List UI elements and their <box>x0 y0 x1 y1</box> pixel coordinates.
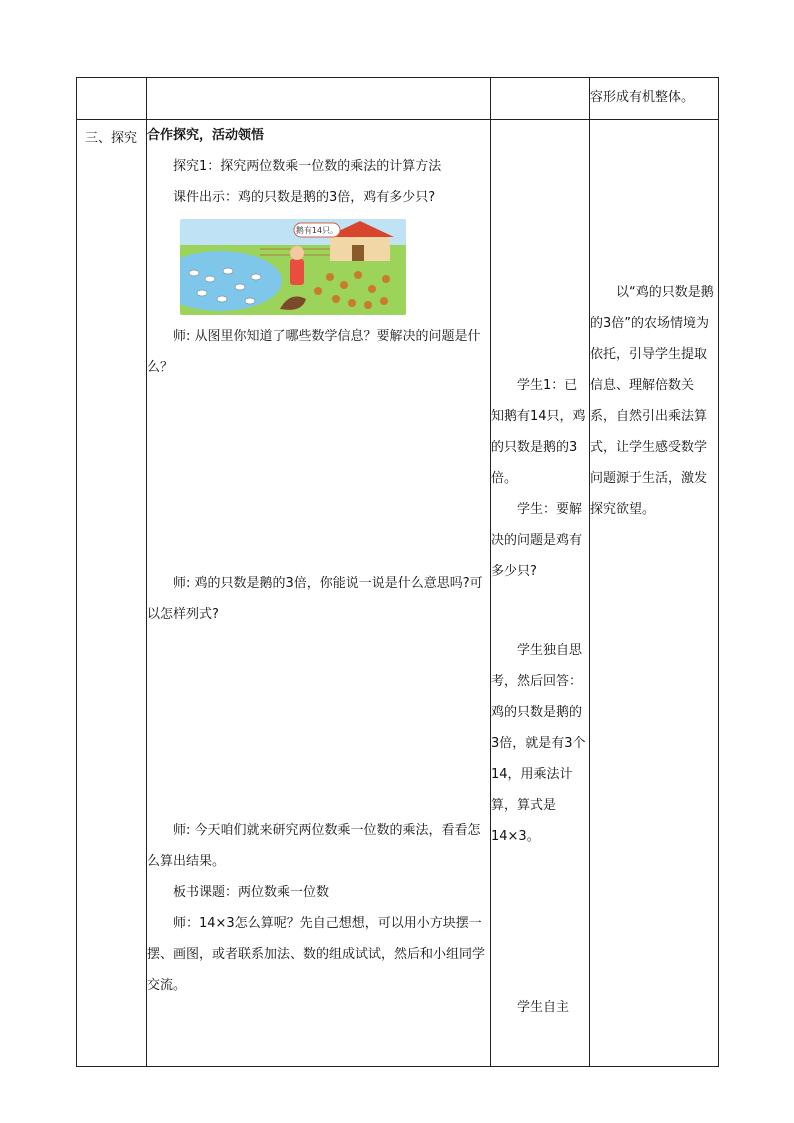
cell-stage <box>77 120 147 1067</box>
teacher-statement-3: 师: 今天咱们就来研究两位数乘一位数的乘法，看看怎么算出结果。 <box>147 823 481 869</box>
cell-teacher-activity <box>147 120 491 1067</box>
table-row-explore <box>77 120 719 1067</box>
teacher-question-4: 师：14×3怎么算呢？先自己想想，可以用小方块摆一摆、画图，或者联系加法、数的组成试试，然后和小组同学交流。 <box>147 916 486 993</box>
section-heading: 合作探究，活动领悟 <box>147 128 265 143</box>
teacher-question-2: 师: 鸡的只数是鹅的3倍，你能说一说是什么意思吗?可以怎样列式? <box>147 576 483 622</box>
student-answer-3: 学生独自思考，然后回答：鸡的只数是鹅的3倍，就是有3个14，用乘法计算，算式是14×3。 <box>491 643 586 844</box>
student-answer-1: 学生1：已知鹅有14只，鸡的只数是鹅的3倍。 <box>491 378 586 486</box>
cell-stage-empty <box>77 78 147 120</box>
cell-design-intent-top <box>590 78 719 120</box>
cell-student-empty <box>491 78 590 120</box>
explore-1-title: 探究1：探究两位数乘一位数的乘法的计算方法 <box>173 159 442 174</box>
design-intent-tail: 容形成有机整体。 <box>590 90 695 105</box>
board-title: 板书课题：两位数乘一位数 <box>173 885 330 900</box>
courseware-text: 课件出示：鸡的只数是鹅的3倍，鸡有多少只? <box>173 190 436 205</box>
cell-student-activity <box>491 120 590 1067</box>
lesson-plan-table <box>76 77 719 1067</box>
design-intent-text: 以“鸡的只数是鹅的3倍”的农场情境为依托，引导学生提取信息、理解倍数关系，自然引出乘法算式，让学生感受数学问题源于生活，激发探究欲望。 <box>590 285 714 517</box>
student-answer-4: 学生自主 <box>517 1000 570 1015</box>
farm-illustration <box>180 219 406 315</box>
cell-teacher-empty <box>147 78 491 120</box>
student-answer-2: 学生：要解决的问题是鸡有多少只? <box>491 502 583 579</box>
cell-design-intent <box>590 120 719 1067</box>
teacher-question-1: 师: 从图里你知道了哪些数学信息？要解决的问题是什么？ <box>147 329 481 375</box>
speech-bubble-text: 鹅有14只。 <box>295 226 339 235</box>
table-row-top <box>77 78 719 120</box>
stage-label: 三、探究 <box>85 131 138 146</box>
